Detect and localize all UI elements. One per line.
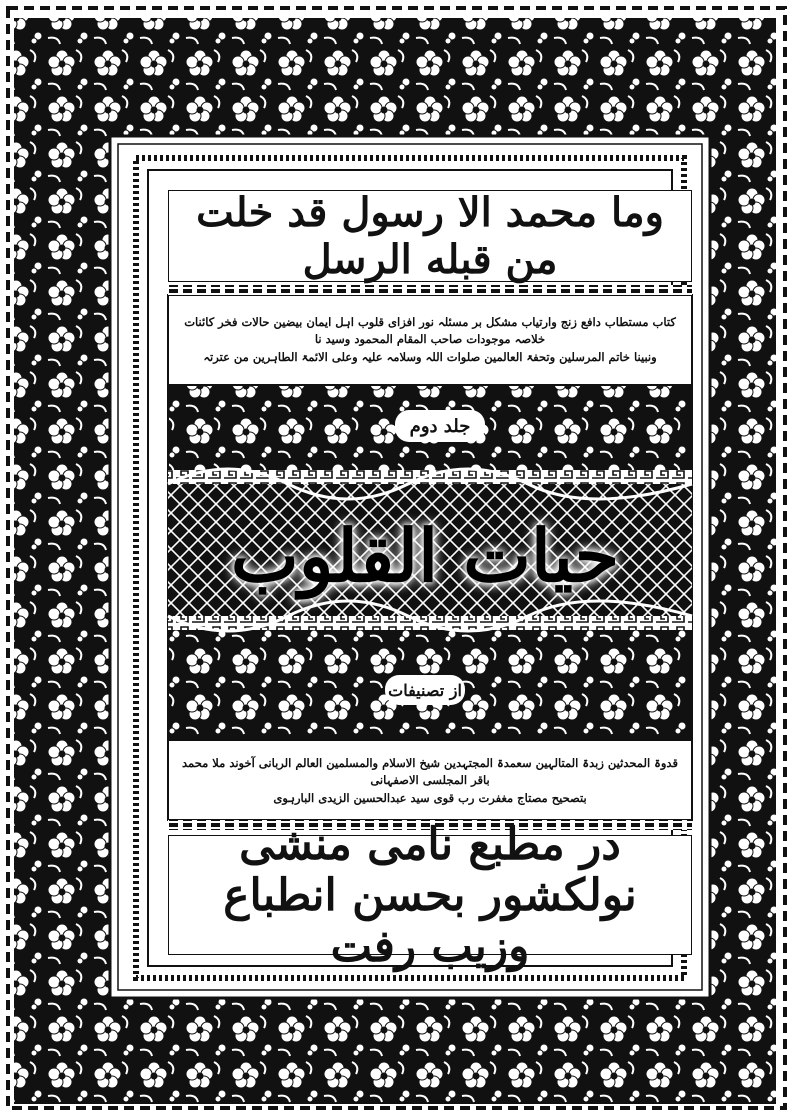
author-block: [172, 745, 688, 817]
author-line-1: قدوۃ المحدثین زبدۃ المتالہین سعمدۃ المجتہدین شیخ الاسلام والمسلمین العالم الربانی آخوند ملا محمد باقر المجلسی الاصفہانی: [182, 756, 678, 788]
volume-label: جلد دوم: [395, 410, 485, 442]
intro-block: [172, 300, 688, 380]
author-line-2: بتصحیح مصتاج مغفرت رب قوی سید عبدالحسین الزیدی البارہوی: [273, 790, 587, 805]
verse-text: وما محمد الا رسول قد خلت من قبله الرسل: [196, 189, 664, 283]
press-imprint: [168, 818, 692, 972]
author-label: از تصنیفات: [385, 675, 465, 705]
intro-line-2: ونبینا خاتم المرسلین وتحفۃ العالمین صلوات اللہ وسلامہ علیہ وعلی الائمۃ الطاہرین من عترتہ: [203, 349, 657, 364]
intro-line-1: کتاب مستطاب دافع زنج وارتیاب مشکل بر مسئلہ نور افزای قلوب اہل ایمان بیضین حالات فخر کائنات خلاصہ موجودات صاحب المقام المحمود وسید نا: [184, 315, 676, 347]
press-text: در مطبع نامی منشی نولکشور بحسن انطباع وزیب رفت: [223, 818, 637, 972]
quran-verse-heading: [168, 190, 692, 282]
book-title: حیات القلوب: [230, 512, 620, 598]
